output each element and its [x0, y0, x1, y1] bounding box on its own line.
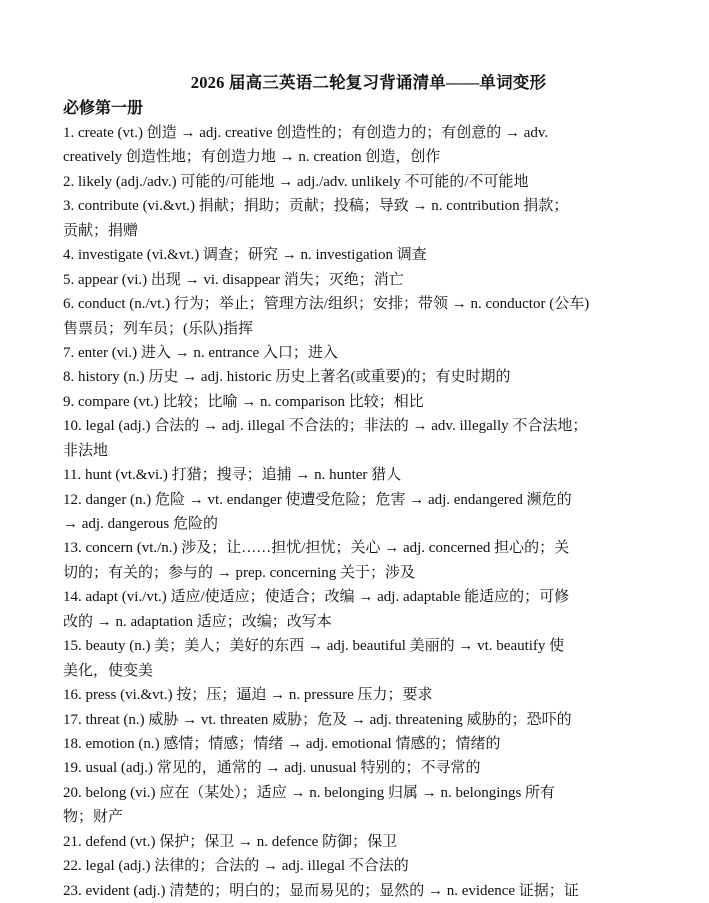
section-heading: 必修第一册: [63, 100, 144, 117]
vocab-line: 11. hunt (vt.&vi.) 打猎；搜寻；追捕 → n. hunter 猎人: [63, 467, 402, 484]
vocab-line: 21. defend (vt.) 保护；保卫 → n. defence 防御；保卫: [63, 833, 398, 850]
vocab-line: 9. compare (vt.) 比较；比喻 → n. comparison 比较；相比: [63, 393, 424, 410]
vocab-line: 改的 → n. adaptation 适应；改编；改写本: [63, 613, 332, 630]
vocab-line: 18. emotion (n.) 感情；情感；情绪 → adj. emotional 情感的；情绪的: [63, 735, 501, 752]
vocabulary-list: [63, 121, 663, 903]
vocab-line: 非法地: [63, 442, 109, 459]
vocab-line: 17. threat (n.) 威胁 → vt. threaten 威胁；危及 → adj. threatening 威胁的；恐吓的: [63, 711, 572, 728]
vocab-line: 6. conduct (n./vt.) 行为；举止；管理方法/组织；安排；带领 → n. conductor (公车): [63, 296, 590, 313]
vocab-line: 3. contribute (vi.&vt.) 捐献；捐助；贡献；投稿；导致 → n. contribution 捐款；: [63, 198, 569, 215]
vocab-line: 物；财产: [63, 809, 124, 826]
vocab-line: 16. press (vi.&vt.) 按；压；逼迫 → n. pressure 压力；要求: [63, 687, 433, 704]
vocab-line: 13. concern (vt./n.) 涉及；让……担忧/担忧；关心 → adj. concerned 担心的；关: [63, 540, 570, 557]
vocab-line: 10. legal (adj.) 合法的 → adj. illegal 不合法的；非法的 → adv. illegally 不合法地；: [63, 418, 588, 435]
vocab-line: 贡献；捐赠: [63, 222, 139, 239]
vocab-line: 售票员；列车员；(乐队)指挥: [63, 320, 253, 337]
vocab-line: 23. evident (adj.) 清楚的；明白的；显而易见的；显然的 → n. evidence 证据；证: [63, 882, 579, 899]
vocab-line: → adj. dangerous 危险的: [63, 516, 218, 532]
vocab-line: 美化，使变美: [63, 662, 154, 679]
vocab-line: 2. likely (adj./adv.) 可能的/可能地 → adj./adv. unlikely 不可能的/不可能地: [63, 173, 529, 190]
vocab-line: 7. enter (vi.) 进入 → n. entrance 入口；进入: [63, 344, 338, 361]
vocab-line: 4. investigate (vi.&vt.) 调查；研究 → n. investigation 调查: [63, 247, 427, 264]
vocab-line: 19. usual (adj.) 常见的，通常的 → adj. unusual 特别的；不寻常的: [63, 760, 481, 777]
vocab-line: 14. adapt (vi./vt.) 适应/使适应；使适合；改编 → adj. adaptable 能适应的；可修: [63, 589, 570, 606]
vocab-line: 22. legal (adj.) 法律的；合法的 → adj. illegal 不合法的: [63, 858, 409, 875]
vocab-line: 1. create (vt.) 创造 → adj. creative 创造性的；有创造力的；有创意的 → adv.: [63, 125, 549, 141]
vocab-line: 15. beauty (n.) 美；美人；美好的东西 → adj. beautiful 美丽的 → vt. beautify 使: [63, 638, 565, 655]
document-title: 2026 届高三英语二轮复习背诵清单——单词变形: [190, 73, 547, 92]
vocab-line: 20. belong (vi.) 应在（某处）；适应 → n. belonging 归属 → n. belongings 所有: [63, 784, 556, 801]
vocab-line: 8. history (n.) 历史 → adj. historic 历史上著名(或重要)的；有史时期的: [63, 369, 511, 386]
vocab-line: 5. appear (vi.) 出现 → vi. disappear 消失；灭绝；消亡: [63, 271, 404, 288]
vocab-line: creatively 创造性地；有创造力地 → n. creation 创造，创作: [63, 149, 441, 166]
vocab-line: 12. danger (n.) 危险 → vt. endanger 使遭受危险；危害 → adj. endangered 濒危的: [63, 491, 572, 508]
vocab-line: 切的；有关的；参与的 → prep. concerning 关于；涉及: [63, 564, 416, 581]
